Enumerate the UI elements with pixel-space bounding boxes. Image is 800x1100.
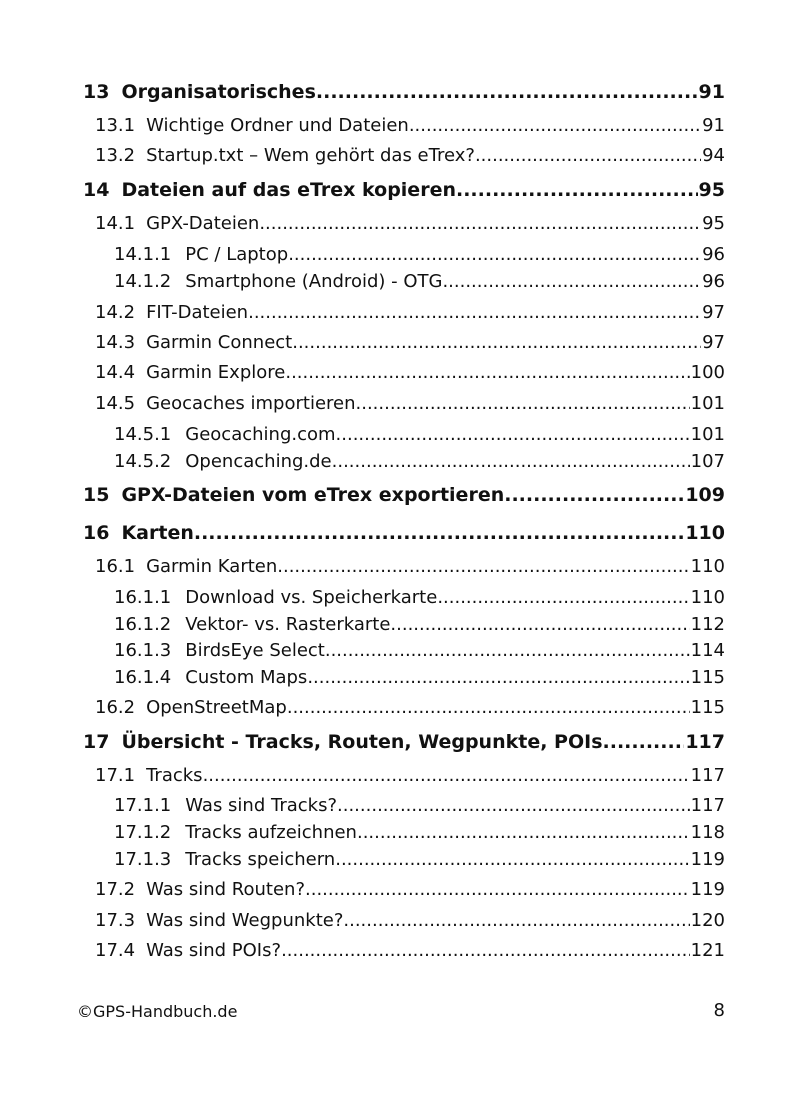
toc-entry-number: 14.1.1 — [114, 244, 172, 265]
toc-entry-page: 97 — [702, 302, 725, 323]
toc-entry-number: 14.1 — [95, 213, 136, 234]
toc-entry-level-3[interactable] — [114, 636, 725, 666]
toc-entry-number: 16.1.1 — [114, 587, 172, 608]
toc-entry-title: Custom Maps — [185, 667, 308, 688]
toc-entry-title: Geocaching.com — [185, 424, 336, 445]
toc-entry-level-3[interactable] — [114, 583, 725, 613]
toc-dot-leader — [292, 328, 701, 358]
toc-dot-leader — [603, 727, 685, 757]
toc-entry-number: 14.5 — [95, 393, 136, 414]
toc-entry-page: 117 — [685, 731, 725, 753]
toc-entry-number: 15 — [83, 484, 110, 506]
toc-entry-title: Smartphone (Android) - OTG — [185, 271, 443, 292]
toc-dot-leader — [259, 209, 701, 239]
toc-entry-level-1[interactable] — [83, 480, 725, 510]
toc-entry-title: Was sind Routen? — [146, 879, 306, 900]
toc-dot-leader — [305, 875, 690, 905]
toc-entry-number: 14.5.2 — [114, 451, 172, 472]
toc-entry-number: 17 — [83, 731, 110, 753]
toc-entry-page: 91 — [702, 115, 725, 136]
toc-entry-number: 14 — [83, 179, 110, 201]
footer-copyright: ©GPS-Handbuch.de — [77, 1002, 238, 1021]
toc-entry-level-3[interactable] — [114, 845, 725, 875]
toc-entry-number: 14.5.1 — [114, 424, 172, 445]
toc-dot-leader — [442, 267, 701, 297]
toc-entry-title: Karten — [121, 522, 194, 544]
toc-entry-title: OpenStreetMap — [146, 697, 287, 718]
toc-entry-level-2[interactable] — [95, 875, 725, 905]
toc-entry-number: 17.1.1 — [114, 795, 172, 816]
toc-dot-leader — [248, 298, 701, 328]
toc-entry-page: 119 — [690, 849, 725, 870]
toc-entry-number: 13.1 — [95, 115, 136, 136]
toc-dot-leader — [437, 583, 689, 613]
toc-entry-title: Tracks — [146, 765, 203, 786]
toc-entry-level-1[interactable] — [83, 727, 725, 757]
toc-entry-title: GPX-Dateien vom eTrex exportieren — [121, 484, 505, 506]
toc-entry-number: 17.1.3 — [114, 849, 172, 870]
toc-entry-page: 115 — [690, 697, 725, 718]
toc-entry-title: Organisatorisches — [121, 81, 316, 103]
toc-entry-level-3[interactable] — [114, 663, 725, 693]
toc-entry-page: 119 — [690, 879, 725, 900]
toc-entry-page: 117 — [690, 765, 725, 786]
toc-entry-level-2[interactable] — [95, 693, 725, 723]
toc-entry-title: Garmin Karten — [146, 556, 278, 577]
toc-entry-number: 17.2 — [95, 879, 136, 900]
toc-dot-leader — [409, 111, 701, 141]
toc-dot-leader — [287, 693, 690, 723]
toc-entry-title: Garmin Explore — [146, 362, 286, 383]
toc-entry-number: 16.1.2 — [114, 614, 172, 635]
toc-entry-title: Tracks speichern — [185, 849, 336, 870]
toc-dot-leader — [337, 791, 690, 821]
toc-entry-page: 96 — [702, 271, 725, 292]
toc-entry-number: 17.1 — [95, 765, 136, 786]
toc-entry-title: Was sind Tracks? — [185, 795, 338, 816]
toc-entry-number: 13 — [83, 81, 110, 103]
toc-entry-number: 16 — [83, 522, 110, 544]
toc-entry-title: FIT-Dateien — [146, 302, 249, 323]
toc-entry-number: 14.3 — [95, 332, 136, 353]
toc-entry-number: 17.3 — [95, 910, 136, 931]
toc-entry-title: Tracks aufzeichnen — [185, 822, 357, 843]
toc-dot-leader — [332, 447, 690, 477]
toc-entry-title: Was sind Wegpunkte? — [146, 910, 344, 931]
toc-entry-page: 121 — [690, 940, 725, 961]
toc-entry-title: Startup.txt – Wem gehört das eTrex? — [146, 145, 475, 166]
toc-entry-level-3[interactable] — [114, 267, 725, 297]
toc-dot-leader — [277, 552, 689, 582]
toc-entry-level-3[interactable] — [114, 818, 725, 848]
toc-entry-level-2[interactable] — [95, 328, 725, 358]
toc-entry-level-3[interactable] — [114, 447, 725, 477]
toc-dot-leader — [504, 480, 684, 510]
toc-entry-level-2[interactable] — [95, 111, 725, 141]
toc-entry-page: 107 — [690, 451, 725, 472]
toc-entry-page: 96 — [702, 244, 725, 265]
toc-entry-page: 109 — [685, 484, 725, 506]
toc-entry-number: 16.1 — [95, 556, 136, 577]
toc-entry-number: 17.4 — [95, 940, 136, 961]
toc-entry-page: 112 — [690, 614, 725, 635]
toc-entry-page: 95 — [702, 213, 725, 234]
toc-entry-number: 14.4 — [95, 362, 136, 383]
toc-entry-page: 101 — [690, 393, 725, 414]
toc-entry-level-2[interactable] — [95, 761, 725, 791]
toc-dot-leader — [357, 818, 690, 848]
toc-entry-page: 120 — [690, 910, 725, 931]
toc-entry-title: Wichtige Ordner und Dateien — [146, 115, 409, 136]
toc-entry-title: Übersicht - Tracks, Routen, Wegpunkte, POIs — [121, 731, 603, 753]
toc-entry-number: 17.1.2 — [114, 822, 172, 843]
toc-entry-number: 14.1.2 — [114, 271, 172, 292]
toc-dot-leader — [325, 636, 690, 666]
toc-entry-title: Geocaches importieren — [146, 393, 356, 414]
toc-dot-leader — [456, 175, 698, 205]
toc-entry-page: 94 — [702, 145, 725, 166]
toc-dot-leader — [475, 141, 701, 171]
toc-entry-title: BirdsEye Select — [185, 640, 325, 661]
toc-entry-page: 114 — [690, 640, 725, 661]
toc-entry-title: PC / Laptop — [185, 244, 289, 265]
toc-entry-title: Opencaching.de — [185, 451, 332, 472]
toc-entry-level-3[interactable] — [114, 240, 725, 270]
toc-entry-page: 118 — [690, 822, 725, 843]
toc-dot-leader — [335, 845, 689, 875]
toc-entry-level-2[interactable] — [95, 552, 725, 582]
toc-dot-leader — [285, 358, 689, 388]
toc-entry-level-1[interactable] — [83, 518, 725, 548]
toc-entry-level-2[interactable] — [95, 298, 725, 328]
toc-entry-page: 97 — [702, 332, 725, 353]
toc-dot-leader — [336, 420, 690, 450]
toc-entry-number: 16.2 — [95, 697, 136, 718]
toc-entry-level-2[interactable] — [95, 389, 725, 419]
toc-entry-title: GPX-Dateien — [146, 213, 260, 234]
toc-entry-level-3[interactable] — [114, 420, 725, 450]
toc-entry-number: 16.1.4 — [114, 667, 172, 688]
toc-entry-level-2[interactable] — [95, 358, 725, 388]
toc-entry-level-1[interactable] — [83, 77, 725, 107]
toc-entry-level-2[interactable] — [95, 906, 725, 936]
toc-entry-page: 100 — [690, 362, 725, 383]
toc-entry-page: 117 — [690, 795, 725, 816]
toc-entry-number: 13.2 — [95, 145, 136, 166]
footer-page-number: 8 — [713, 1000, 725, 1021]
toc-entry-title: Dateien auf das eTrex kopieren — [121, 179, 456, 201]
toc-dot-leader — [203, 761, 690, 791]
toc-entry-level-1[interactable] — [83, 175, 725, 205]
toc-entry-page: 110 — [690, 556, 725, 577]
toc-entry-number: 14.2 — [95, 302, 136, 323]
toc-entry-title: Was sind POIs? — [146, 940, 282, 961]
toc-dot-leader — [307, 663, 689, 693]
toc-entry-level-3[interactable] — [114, 791, 725, 821]
toc-dot-leader — [316, 77, 698, 107]
toc-entry-page: 101 — [690, 424, 725, 445]
toc-entry-page: 91 — [698, 81, 725, 103]
toc-entry-page: 95 — [698, 179, 725, 201]
toc-entry-number: 16.1.3 — [114, 640, 172, 661]
toc-dot-leader — [281, 936, 690, 966]
toc-entry-level-2[interactable] — [95, 209, 725, 239]
toc-entry-page: 110 — [685, 522, 725, 544]
toc-entry-title: Vektor- vs. Rasterkarte — [185, 614, 391, 635]
toc-dot-leader — [356, 389, 690, 419]
toc-entry-level-2[interactable] — [95, 141, 725, 171]
toc-entry-title: Garmin Connect — [146, 332, 293, 353]
toc-entry-page: 115 — [690, 667, 725, 688]
toc-entry-level-2[interactable] — [95, 936, 725, 966]
toc-dot-leader — [194, 518, 684, 548]
toc-entry-page: 110 — [690, 587, 725, 608]
toc-dot-leader — [288, 240, 701, 270]
toc-dot-leader — [343, 906, 689, 936]
toc-entry-title: Download vs. Speicherkarte — [185, 587, 438, 608]
